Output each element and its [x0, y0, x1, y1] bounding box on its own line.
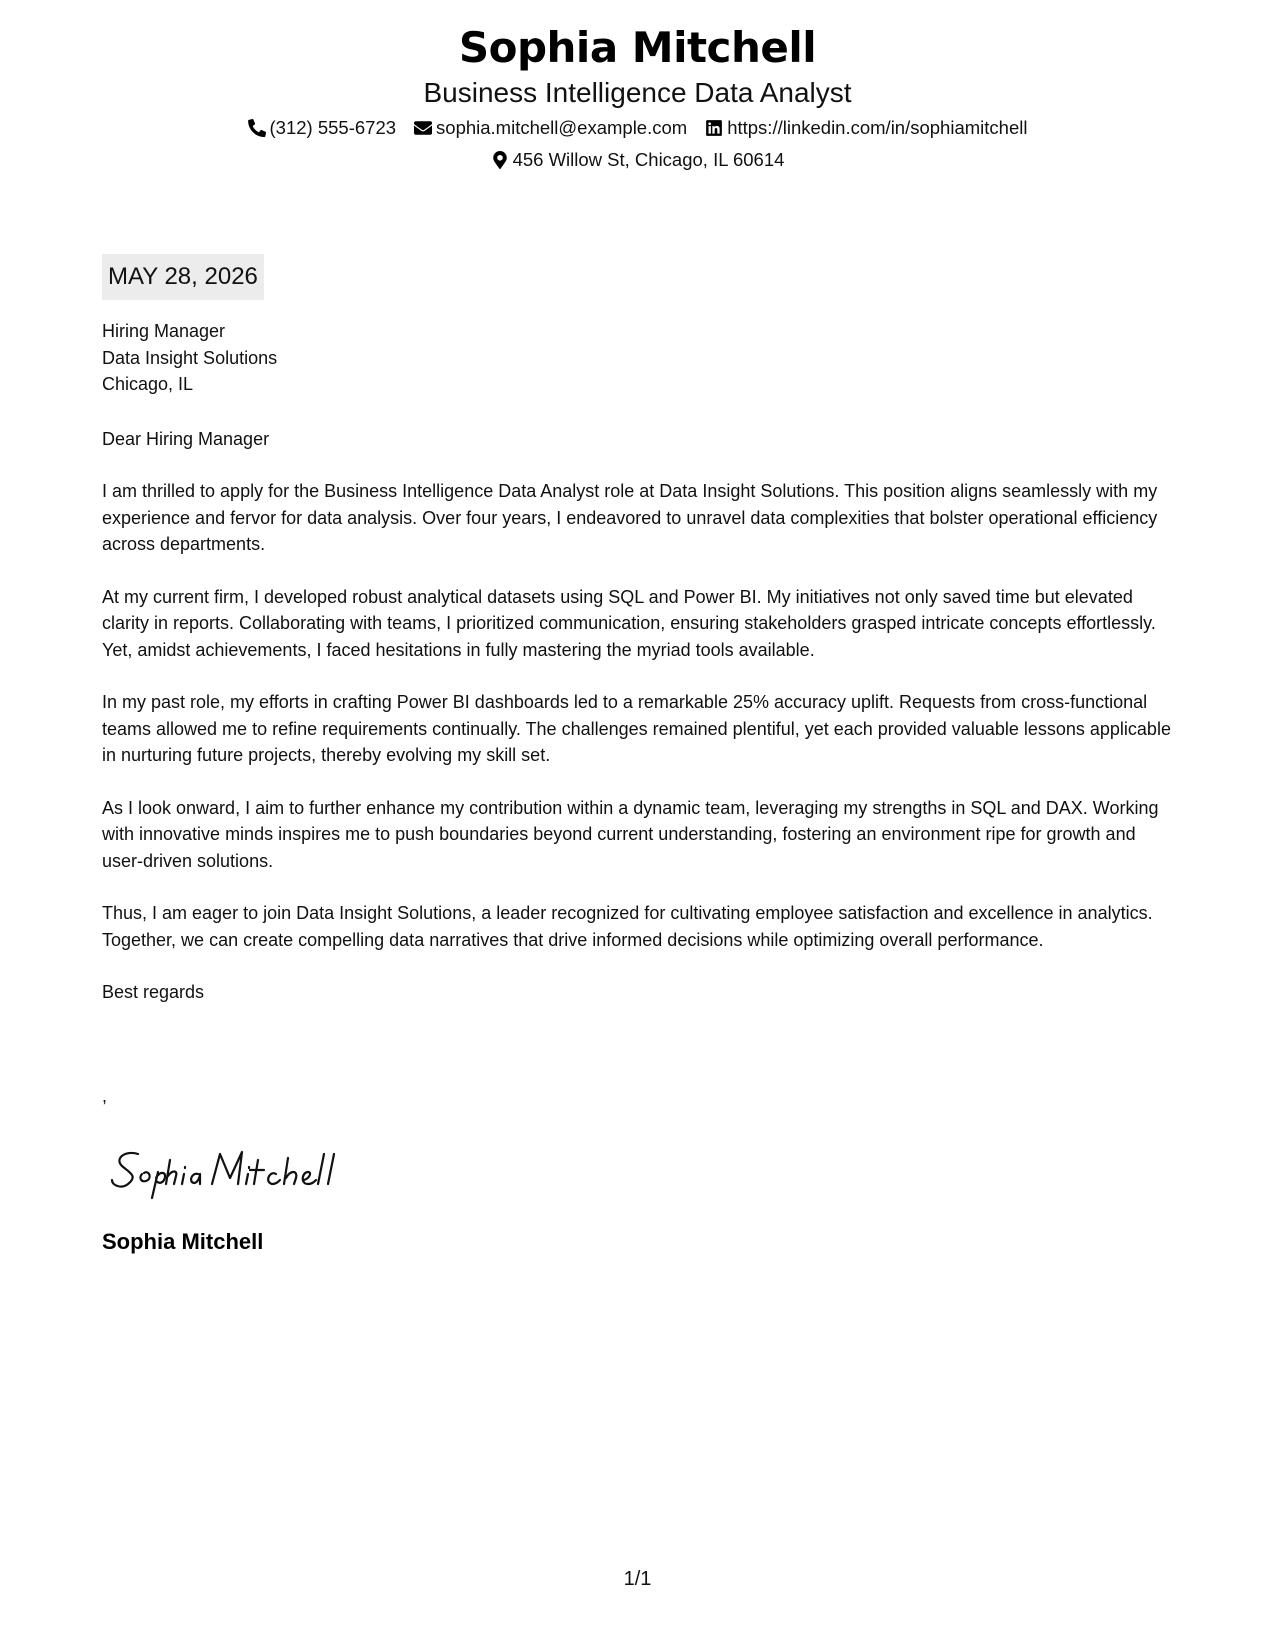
signature-printed-name: Sophia Mitchell	[102, 1229, 264, 1254]
applicant-title: Business Intelligence Data Analyst	[423, 77, 852, 108]
contact-email[interactable]	[414, 113, 687, 143]
body-paragraph: At my current firm, I developed robust analytical datasets using SQL and Power BI. My initiatives not only saved time but elevated clarity in reports. Collaborating with teams, I prioritized communication, ensuring stakeholders grasped intricate concepts effortlessly. Yet, amidst achievements, I faced hesitations in fully mastering the myriad tools available.	[102, 586, 1156, 660]
signature-comma: ,	[102, 1086, 108, 1106]
body-paragraph: As I look onward, I aim to further enhance my contribution within a dynamic team, leveraging my strengths in SQL and DAX. Working with innovative minds inspires me to push boundaries beyond current understanding, fostering an environment ripe for growth and user-driven solutions.	[102, 797, 1159, 871]
recipient-line: Hiring Manager	[102, 321, 226, 341]
applicant-name: Sophia Mitchell	[458, 23, 817, 72]
address-text: 456 Willow St, Chicago, IL 60614	[512, 149, 785, 170]
contact-linkedin[interactable]	[705, 113, 1027, 143]
linkedin-text[interactable]: https://linkedin.com/in/sophiamitchell	[727, 117, 1028, 138]
letter-body	[102, 318, 1177, 1006]
body-paragraph: In my past role, my efforts in crafting Power BI dashboards led to a remarkable 25% accuracy uplift. Requests from cross-functional teams allowed me to refine requirements continually. The challenges remained plentiful, yet each provided valuable lessons applicable in nurturing future projects, thereby evolving my skill set.	[102, 692, 1171, 765]
contact-row	[0, 113, 1275, 143]
map-marker-icon	[491, 151, 509, 169]
contact-phone	[248, 113, 397, 143]
letter-date: MAY 28, 2026	[102, 254, 264, 300]
signature-image	[108, 1140, 358, 1200]
address-row	[0, 145, 1275, 175]
recipient-line: Chicago, IL	[102, 374, 194, 394]
handwritten-signature	[108, 1140, 358, 1200]
recipient-block	[102, 318, 1177, 398]
envelope-icon	[414, 119, 432, 137]
contact-address	[491, 145, 785, 175]
phone-icon	[248, 119, 266, 137]
linkedin-icon	[705, 119, 723, 137]
body-paragraph: I am thrilled to apply for the Business Intelligence Data Analyst role at Data Insight Solutions. This position aligns seamlessly with my experience and fervor for data analysis. Over four years, I endeavored to unravel data complexities that bolster operational efficiency across departments.	[102, 481, 1158, 554]
letter-header	[0, 20, 1275, 175]
salutation: Dear Hiring Manager	[102, 428, 270, 449]
page-number: 1/1	[623, 1568, 652, 1590]
closing: Best regards	[102, 982, 205, 1002]
email-text[interactable]: sophia.mitchell@example.com	[436, 117, 688, 138]
body-paragraph: Thus, I am eager to join Data Insight Solutions, a leader recognized for cultivating employee satisfaction and excellence in analytics. Together, we can create compelling data narratives that drive informed decisions while optimizing overall performance.	[102, 903, 1153, 950]
phone-text: (312) 555-6723	[269, 117, 397, 138]
recipient-line: Data Insight Solutions	[102, 347, 278, 368]
